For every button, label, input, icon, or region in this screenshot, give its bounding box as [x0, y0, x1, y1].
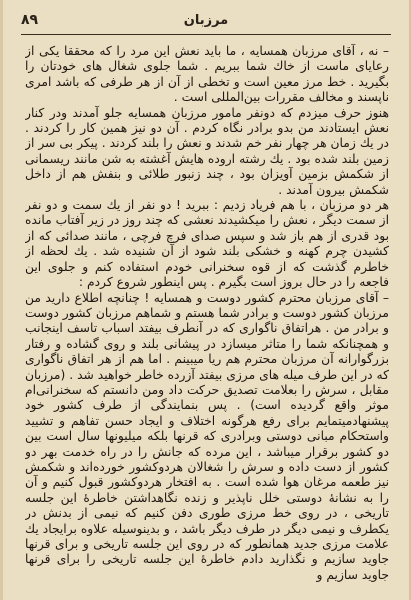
- body-text: [25, 44, 389, 592]
- paragraph-2: هنوز حرف میزدم که دونفر مامور مرزبان همسایه جلو آمدند ودر کنار نعش ایستادند من بدو برادر نگاه کردم . آن دو نیز همین کار را کردند . در یك زمان هر چهار نفر خم شدند و نعش را بلند کردند . پیکر بی سر از زمین بلند شده بود . یك رشته اروده هایش آغشته به شن مانند ریسمانی از شکمش بزمین آویزان بود ، چند زنبور طلائی و بنفش هم از داخل شکمش بیرون آمدند .: [25, 105, 389, 197]
- running-title: مرزبان: [183, 13, 229, 28]
- page-header: [21, 10, 391, 36]
- page-number: ۸۹: [21, 12, 39, 28]
- paragraph-4: – آقای مرزبان محترم کشور دوست و همسایه ! چنانچه اطلاع دارید من مرزبان کشور دوست و برادر شما هستم و شماهم مرزبان کشور دوست و برادر من . هراتفاق ناگواری که در آنطرف بیفتد اسباب تاسف اینجانب و همچنانکه شما را متاثر میسازد در پیشانی بلند و روی گشاده و رفتار بزرگوارانه آن مرزبان محترم هم ریا میبینم . اما هم از هر اتفاق ناگواری که در این طرف میله های مرزی بیفتد آزرده خاطر خواهید شد . (مرزبان مقابل ، سرش را بعلامت تصدیق حرکت داد ومن دانستم که سخنرانی‌ام موثر واقع گردیده است) . پس بنمایندگی از طرف کشور خود پیشنهادمیتمایم برای رفع هرگونه اختلاف و ایجاد حسن تفاهم و تشیید واستحکام مبانی دوستی وبرادری که قرنها بلکه میلیونها سال است بین دو کشور برقرار میباشد ، این مرده که جانش را در راه خدمت بهر دو کشور از دست داده و سرش را شغالان هردوکشور خورده‌اند و شکمش نیز طعمه مرغان هوا شده است . به افتخار هردوکشور قبول کنیم و آن را به نشانهٔ دوستی خلل ناپذیر و زنده نگاهداشتن خاطرهٔ این جلسه تاریخی ، در روی خط مرزی طوری دفن کنیم که نیمی از بدنش در یکطرف و نیمی دیگر در طرف دیگر باشد ، و بدینوسیله علاوه برایجاد یك علامت مرزی جدید همانطور که در روی این جلسه تاریخی و برای قرنها جاوید سازیم و نگذارید دادم خاطرهٔ این جلسه تاریخی را برای قرنها جاوید سازیم و: [25, 290, 389, 582]
- paragraph-1: – نه ، آقای مرزبان همسایه ، ما باید نعش این مرد را که محققا یکی از رعایای ماست از خاك شما ببریم . شما جلوی شغال های خودتان را بگیرید . خط مرز معین است و تخطی از آن از هر طرفی که باشد امری ناپسند و مخالف مقررات بین‌المللی است .: [25, 44, 389, 105]
- header-rule: [21, 34, 391, 35]
- paragraph-3: هر دو مرزبان ، با هم فریاد زدیم : ببرید ! دو نفر از یك سمت و دو نفر از سمت دیگر ، نعش را میکشیدند نعشی که چند روز در زیر آفتاب مانده بود قدری از هم باز شد و سپس صدای فرچ فرچی ، مانند صدائی که از کشیدن چرم کهنه و خشکی بلند شود از آن شنیده شد . یك لحظه از خاطرم گذشت که از قوه سخنرانی خودم استفاده کنم و جلوی این فاجعه را در حال بروز است بگیرم . پس اینطور شروع کردم :: [25, 198, 389, 290]
